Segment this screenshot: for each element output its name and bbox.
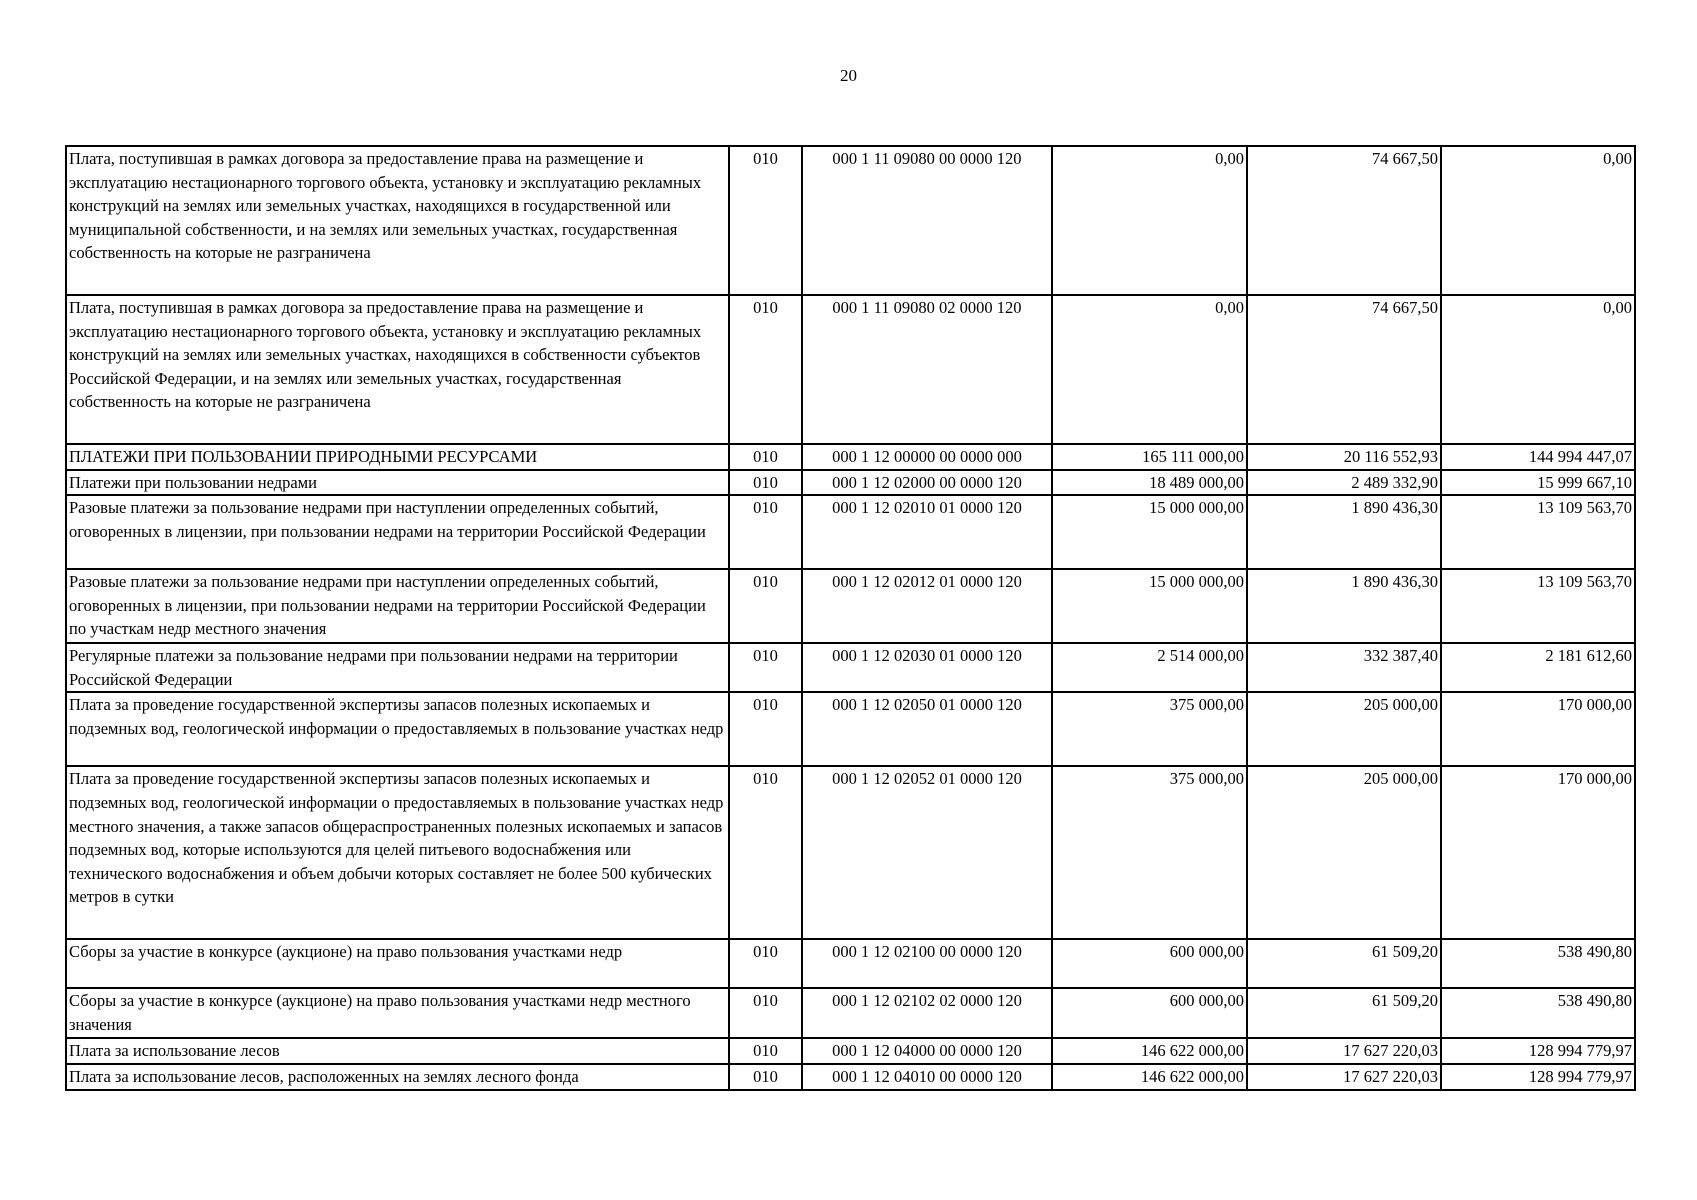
- row-name: Разовые платежи за пользование недрами при наступлении определенных событий, оговоренных в лицензии, при пользовании недрами на территории Российской Федерации по участкам недр местного значения: [66, 569, 729, 643]
- row-name: Плата, поступившая в рамках договора за предоставление права на размещение и эксплуатацию нестационарного торгового объекта, установку и эксплуатацию рекламных конструкций на землях или земельных участках, находящихся в собственности субъектов Российской Федерации, и на землях или земельных участках, государственная собственность на которые не разграничена: [66, 295, 729, 444]
- row-budget-code: 000 1 11 09080 00 0000 120: [802, 146, 1052, 295]
- row-executed-amount: 17 627 220,03: [1247, 1038, 1441, 1064]
- row-unexecuted-amount: 144 994 447,07: [1441, 444, 1635, 470]
- table-row: [66, 295, 1635, 444]
- table-row: [66, 643, 1635, 692]
- row-budget-code: 000 1 12 02102 02 0000 120: [802, 988, 1052, 1038]
- row-approved-amount: 15 000 000,00: [1052, 569, 1247, 643]
- revenue-table: [65, 145, 1636, 1091]
- row-unexecuted-amount: 128 994 779,97: [1441, 1038, 1635, 1064]
- row-executed-amount: 74 667,50: [1247, 146, 1441, 295]
- row-executed-amount: 61 509,20: [1247, 988, 1441, 1038]
- row-admin-code: 010: [729, 1064, 802, 1090]
- row-admin-code: 010: [729, 295, 802, 444]
- row-approved-amount: 146 622 000,00: [1052, 1064, 1247, 1090]
- table-row: [66, 470, 1635, 496]
- row-admin-code: 010: [729, 495, 802, 569]
- row-executed-amount: 2 489 332,90: [1247, 470, 1441, 496]
- table-row: [66, 1038, 1635, 1064]
- row-name: Сборы за участие в конкурсе (аукционе) на право пользования участками недр местного значения: [66, 988, 729, 1038]
- row-executed-amount: 1 890 436,30: [1247, 495, 1441, 569]
- row-approved-amount: 165 111 000,00: [1052, 444, 1247, 470]
- row-unexecuted-amount: 128 994 779,97: [1441, 1064, 1635, 1090]
- row-admin-code: 010: [729, 988, 802, 1038]
- row-approved-amount: 600 000,00: [1052, 939, 1247, 988]
- row-unexecuted-amount: 538 490,80: [1441, 988, 1635, 1038]
- row-budget-code: 000 1 12 02010 01 0000 120: [802, 495, 1052, 569]
- row-budget-code: 000 1 12 02030 01 0000 120: [802, 643, 1052, 692]
- row-unexecuted-amount: 2 181 612,60: [1441, 643, 1635, 692]
- row-budget-code: 000 1 12 02050 01 0000 120: [802, 692, 1052, 766]
- row-approved-amount: 2 514 000,00: [1052, 643, 1247, 692]
- row-budget-code: 000 1 12 04000 00 0000 120: [802, 1038, 1052, 1064]
- row-executed-amount: 17 627 220,03: [1247, 1064, 1441, 1090]
- row-unexecuted-amount: 0,00: [1441, 295, 1635, 444]
- row-budget-code: 000 1 12 00000 00 0000 000: [802, 444, 1052, 470]
- row-approved-amount: 18 489 000,00: [1052, 470, 1247, 496]
- page-number: 20: [840, 66, 857, 85]
- table-row: [66, 495, 1635, 569]
- row-name: ПЛАТЕЖИ ПРИ ПОЛЬЗОВАНИИ ПРИРОДНЫМИ РЕСУРСАМИ: [66, 444, 729, 470]
- row-executed-amount: 61 509,20: [1247, 939, 1441, 988]
- row-unexecuted-amount: 15 999 667,10: [1441, 470, 1635, 496]
- row-approved-amount: 0,00: [1052, 295, 1247, 444]
- table-row: [66, 988, 1635, 1038]
- row-admin-code: 010: [729, 643, 802, 692]
- row-name: Плата за использование лесов: [66, 1038, 729, 1064]
- row-budget-code: 000 1 12 02000 00 0000 120: [802, 470, 1052, 496]
- row-name: Плата за проведение государственной экспертизы запасов полезных ископаемых и подземных вод, геологической информации о предоставляемых в пользование участках недр местного значения, а также запасов общераспространенных полезных ископаемых и запасов подземных вод, которые используются для целей питьевого водоснабжения или технического водоснабжения и объем добычи которых составляет не более 500 кубических метров в сутки: [66, 766, 729, 939]
- row-admin-code: 010: [729, 444, 802, 470]
- row-approved-amount: 15 000 000,00: [1052, 495, 1247, 569]
- table-row: [66, 692, 1635, 766]
- row-budget-code: 000 1 11 09080 02 0000 120: [802, 295, 1052, 444]
- row-admin-code: 010: [729, 470, 802, 496]
- table-row: [66, 146, 1635, 295]
- row-admin-code: 010: [729, 1038, 802, 1064]
- row-name: Регулярные платежи за пользование недрами при пользовании недрами на территории Российской Федерации: [66, 643, 729, 692]
- row-name: Плата за проведение государственной экспертизы запасов полезных ископаемых и подземных вод, геологической информации о предоставляемых в пользование участках недр: [66, 692, 729, 766]
- row-approved-amount: 0,00: [1052, 146, 1247, 295]
- row-admin-code: 010: [729, 939, 802, 988]
- row-name: Разовые платежи за пользование недрами при наступлении определенных событий, оговоренных в лицензии, при пользовании недрами на территории Российской Федерации: [66, 495, 729, 569]
- row-executed-amount: 205 000,00: [1247, 766, 1441, 939]
- row-unexecuted-amount: 170 000,00: [1441, 766, 1635, 939]
- row-executed-amount: 205 000,00: [1247, 692, 1441, 766]
- row-admin-code: 010: [729, 146, 802, 295]
- row-approved-amount: 375 000,00: [1052, 766, 1247, 939]
- row-name: Платежи при пользовании недрами: [66, 470, 729, 496]
- table-row: [66, 1064, 1635, 1090]
- row-unexecuted-amount: 13 109 563,70: [1441, 495, 1635, 569]
- row-admin-code: 010: [729, 569, 802, 643]
- row-unexecuted-amount: 13 109 563,70: [1441, 569, 1635, 643]
- row-budget-code: 000 1 12 04010 00 0000 120: [802, 1064, 1052, 1090]
- row-budget-code: 000 1 12 02052 01 0000 120: [802, 766, 1052, 939]
- row-approved-amount: 146 622 000,00: [1052, 1038, 1247, 1064]
- table-row: [66, 444, 1635, 470]
- row-executed-amount: 332 387,40: [1247, 643, 1441, 692]
- table-row: [66, 569, 1635, 643]
- row-name: Сборы за участие в конкурсе (аукционе) на право пользования участками недр: [66, 939, 729, 988]
- row-approved-amount: 375 000,00: [1052, 692, 1247, 766]
- row-executed-amount: 74 667,50: [1247, 295, 1441, 444]
- row-name: Плата за использование лесов, расположенных на землях лесного фонда: [66, 1064, 729, 1090]
- row-name: Плата, поступившая в рамках договора за предоставление права на размещение и эксплуатацию нестационарного торгового объекта, установку и эксплуатацию рекламных конструкций на землях или земельных участках, находящихся в государственной или муниципальной собственности, и на землях или земельных участках, государственная собственность на которые не разграничена: [66, 146, 729, 295]
- row-unexecuted-amount: 170 000,00: [1441, 692, 1635, 766]
- row-approved-amount: 600 000,00: [1052, 988, 1247, 1038]
- row-executed-amount: 20 116 552,93: [1247, 444, 1441, 470]
- row-budget-code: 000 1 12 02100 00 0000 120: [802, 939, 1052, 988]
- table-row: [66, 939, 1635, 988]
- row-admin-code: 010: [729, 766, 802, 939]
- row-budget-code: 000 1 12 02012 01 0000 120: [802, 569, 1052, 643]
- row-admin-code: 010: [729, 692, 802, 766]
- row-unexecuted-amount: 0,00: [1441, 146, 1635, 295]
- row-unexecuted-amount: 538 490,80: [1441, 939, 1635, 988]
- row-executed-amount: 1 890 436,30: [1247, 569, 1441, 643]
- table-row: [66, 766, 1635, 939]
